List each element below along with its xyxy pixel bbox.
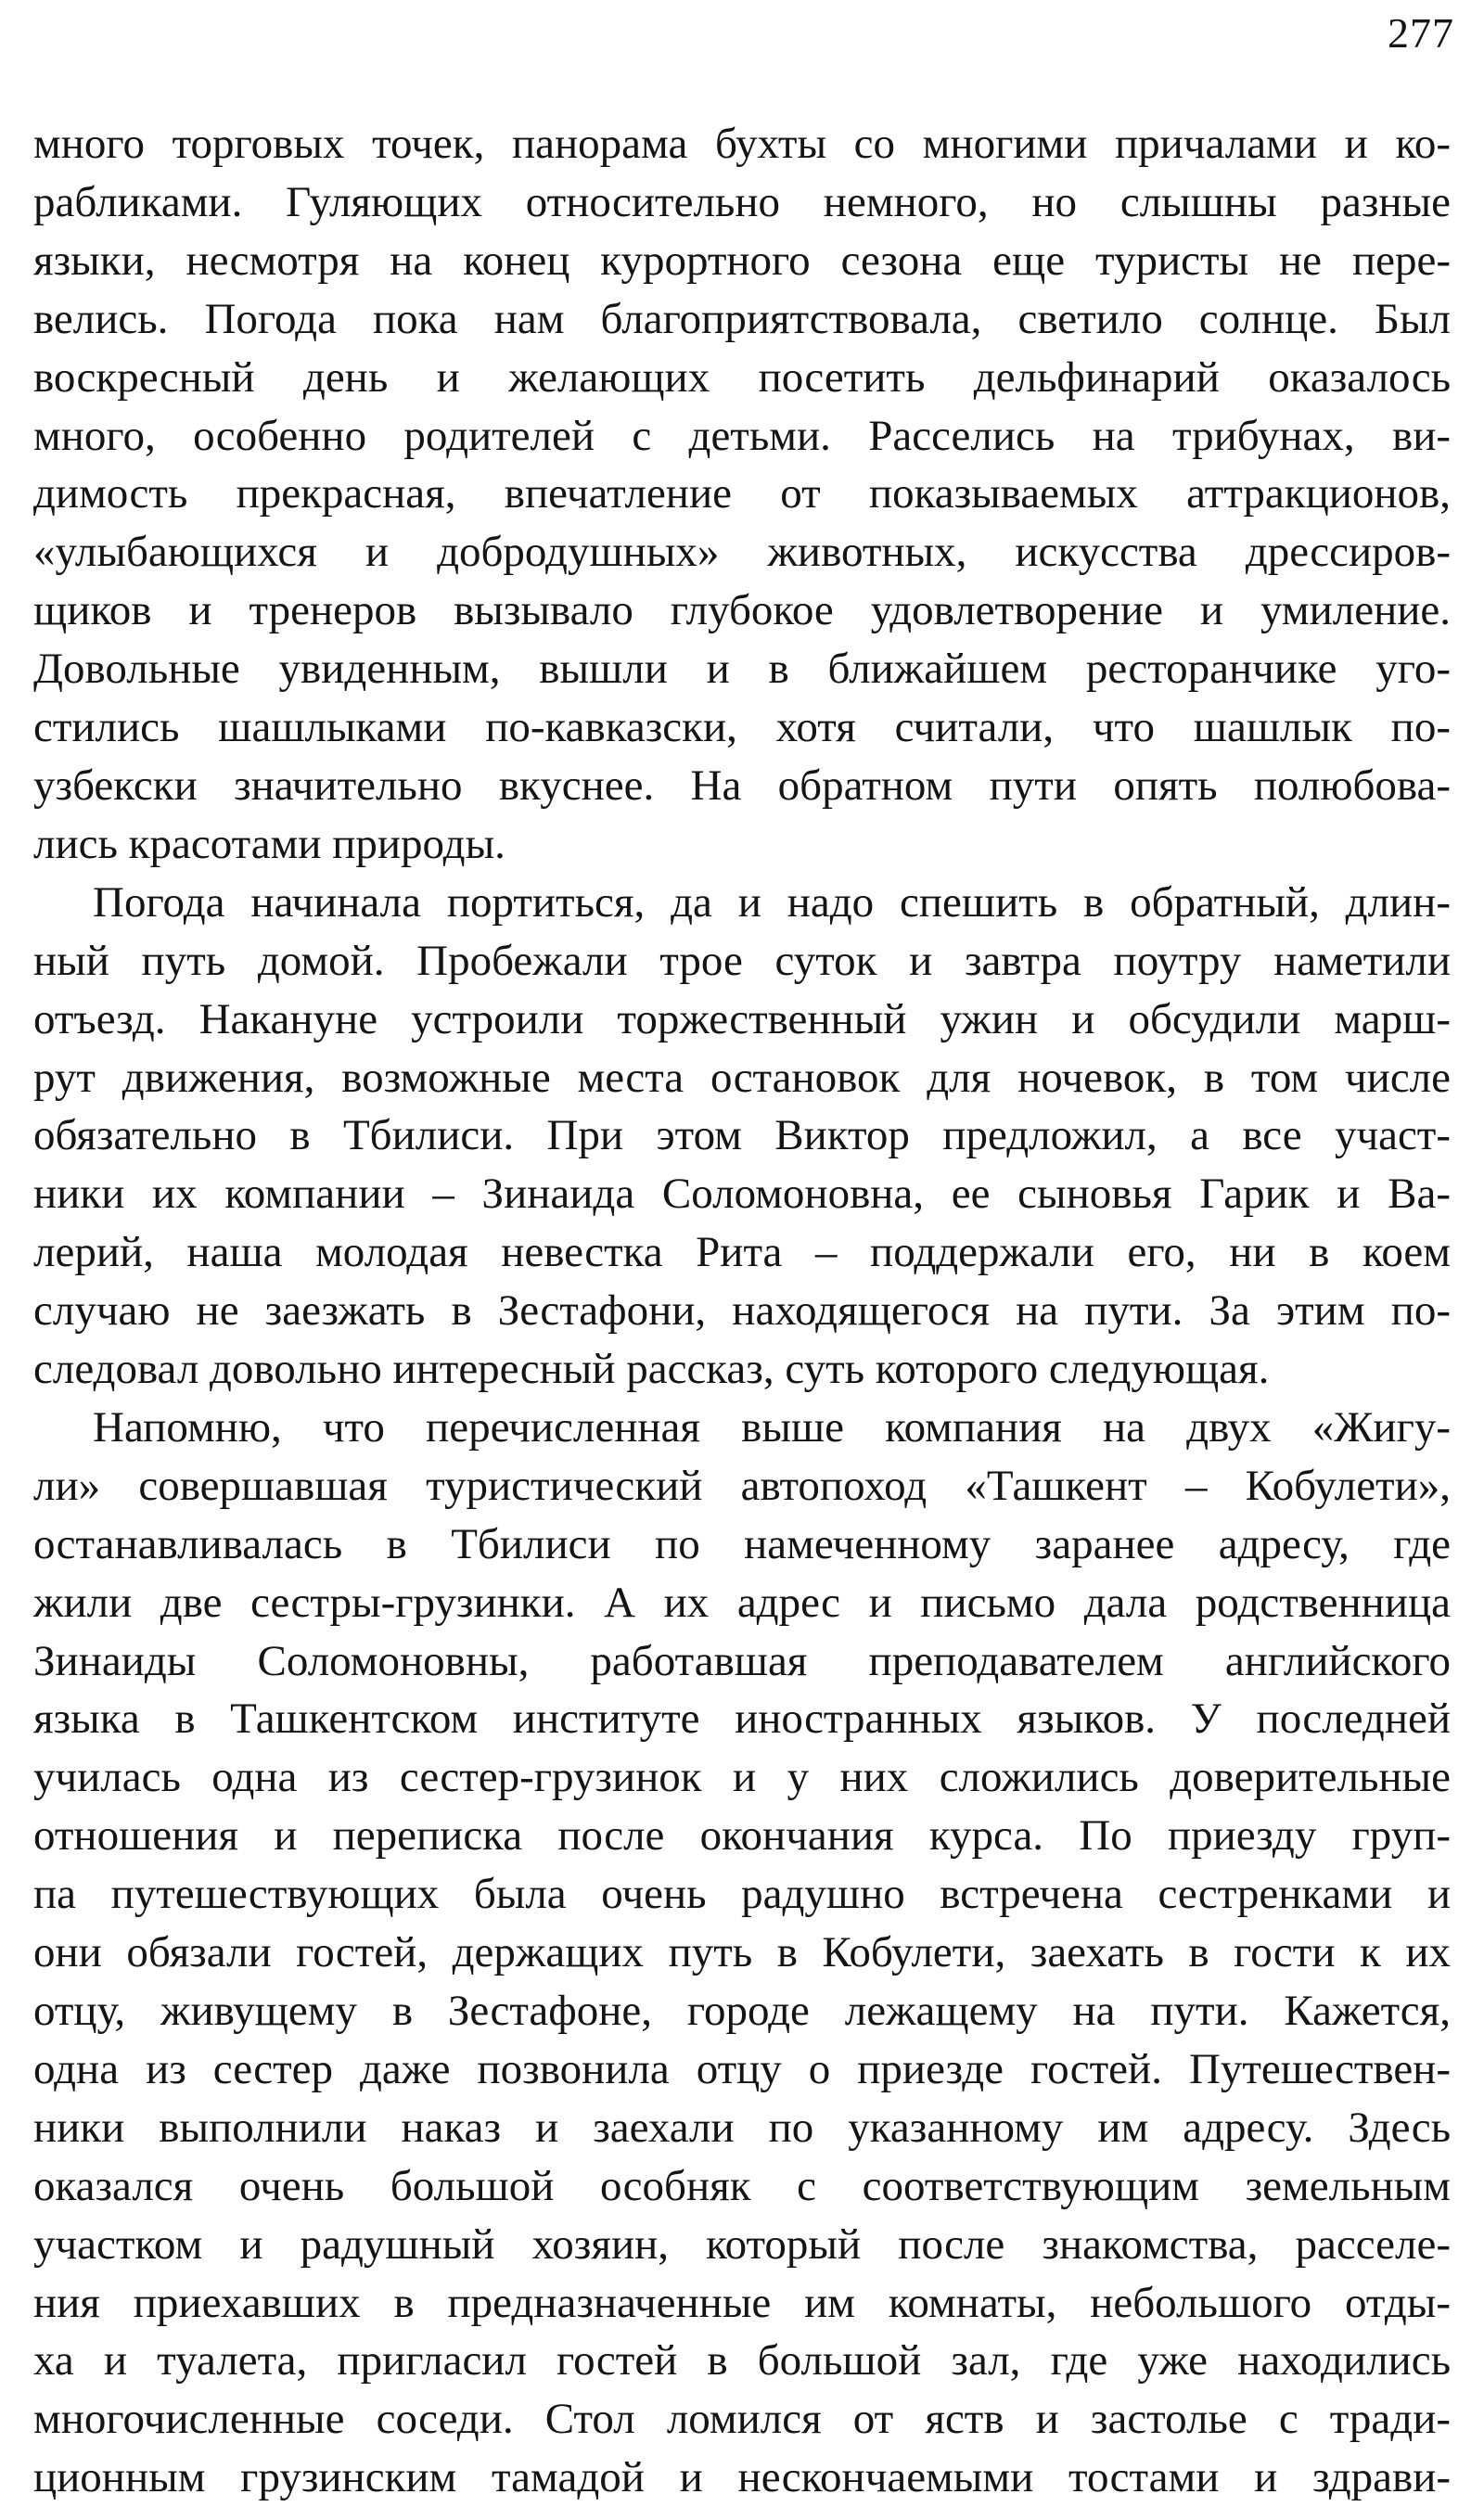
text-line: рабликами. Гуляющих относительно немного, но слышны разные [33,177,1451,226]
page-number: 277 [1388,9,1454,57]
text-line: димость прекрасная, впечатление от показываемых аттракционов, [33,469,1451,518]
text-line: ционным грузинским тамадой и нескончаемыми тостами и здрави- [33,2453,1451,2502]
text-line: велись. Погода пока нам благоприятствовала, светило солнце. Был [33,294,1451,343]
paragraph-2 [33,874,1451,1399]
text-line: училась одна из сестер-грузинок и у них сложились доверительные [33,1753,1451,1802]
text-line: много торговых точек, панорама бухты со многими причалами и ко- [33,120,1451,168]
text-line: ния приехавших в предназначенные им комнаты, небольшого отды- [33,2278,1451,2327]
text-line: обязательно в Тбилиси. При этом Виктор предложил, а все участ- [33,1111,1451,1160]
text-line: останавливалась в Тбилиси по намеченному заранее адресу, где [33,1519,1451,1568]
text-line: отъезд. Накануне устроили торжественный ужин и обсудили марш- [33,994,1451,1043]
text-line: оказался очень большой особняк с соответствующим земельным [33,2161,1451,2210]
text-line: воскресный день и желающих посетить дельфинарий оказалось [33,352,1451,402]
text-line: Напомню, что перечисленная выше компания на двух «Жигу- [93,1402,1451,1452]
text-line: лерий, наша молодая невестка Рита – поддержали его, ни в коем [33,1228,1451,1277]
text-line: отцу, живущему в Зестафоне, городе лежащему на пути. Кажется, [33,1987,1451,2035]
text-line: случаю не заезжать в Зестафони, находящегося на пути. За этим по- [33,1286,1451,1336]
body-text [33,115,1451,2507]
text-line: языки, несмотря на конец курортного сезона еще туристы не пере- [33,236,1451,285]
text-line: «улыбающихся и добродушных» животных, искусства дрессиров- [33,528,1451,577]
text-line: Довольные увиденным, вышли и в ближайшем ресторанчике уго- [33,645,1451,694]
text-line: узбекски значительно вкуснее. На обратном пути опять полюбова- [33,761,1451,810]
text-line: одна из сестер даже позвонила отцу о приезде гостей. Путешествен- [33,2044,1451,2093]
text-line: ники их компании – Зинаида Соломоновна, ее сыновья Гарик и Ва- [33,1170,1451,1219]
text-line: отношения и переписка после окончания курса. По приезду груп- [33,1811,1451,1861]
paragraph-1 [33,115,1451,874]
text-line: па путешествующих была очень радушно встречена сестренками и [33,1870,1451,1919]
text-line: языка в Ташкентском институте иностранных языков. У последней [33,1695,1451,1744]
text-line: рут движения, возможные места остановок для ночевок, в том числе [33,1053,1451,1102]
text-line: Зинаиды Соломоновны, работавшая преподавателем английского [33,1636,1451,1685]
text-line: ли» совершавшая туристический автопоход «Ташкент – Кобулети», [33,1461,1451,1510]
paragraph-3 [33,1399,1451,2507]
text-line: стились шашлыками по-кавказски, хотя считали, что шашлык по- [33,703,1451,752]
text-line: Погода начинала портиться, да и надо спешить в обратный, длин- [93,877,1451,927]
text-line: участком и радушный хозяин, который после знакомства, расселе- [33,2219,1451,2269]
text-line: жили две сестры-грузинки. А их адрес и письмо дала родственница [33,1578,1451,1627]
text-line: они обязали гостей, держащих путь в Кобулети, заехать в гости к их [33,1928,1451,1977]
text-line: ный путь домой. Пробежали трое суток и завтра поутру наметили [33,936,1451,985]
text-line: щиков и тренеров вызывало глубокое удовлетворение и умиление. [33,586,1451,635]
text-line: много, особенно родителей с детьми. Расселись на трибунах, ви- [33,411,1451,460]
text-line: ха и туалета, пригласил гостей в большой зал, где уже находились [33,2336,1451,2385]
text-line: следовал довольно интересный рассказ, суть которого следующая. [33,1345,1270,1394]
text-line: ники выполнили наказ и заехали по указанному им адресу. Здесь [33,2103,1451,2152]
text-line: многочисленные соседи. Стол ломился от яств и застолье с тради- [33,2395,1451,2444]
text-line: лись красотами природы. [33,819,505,868]
